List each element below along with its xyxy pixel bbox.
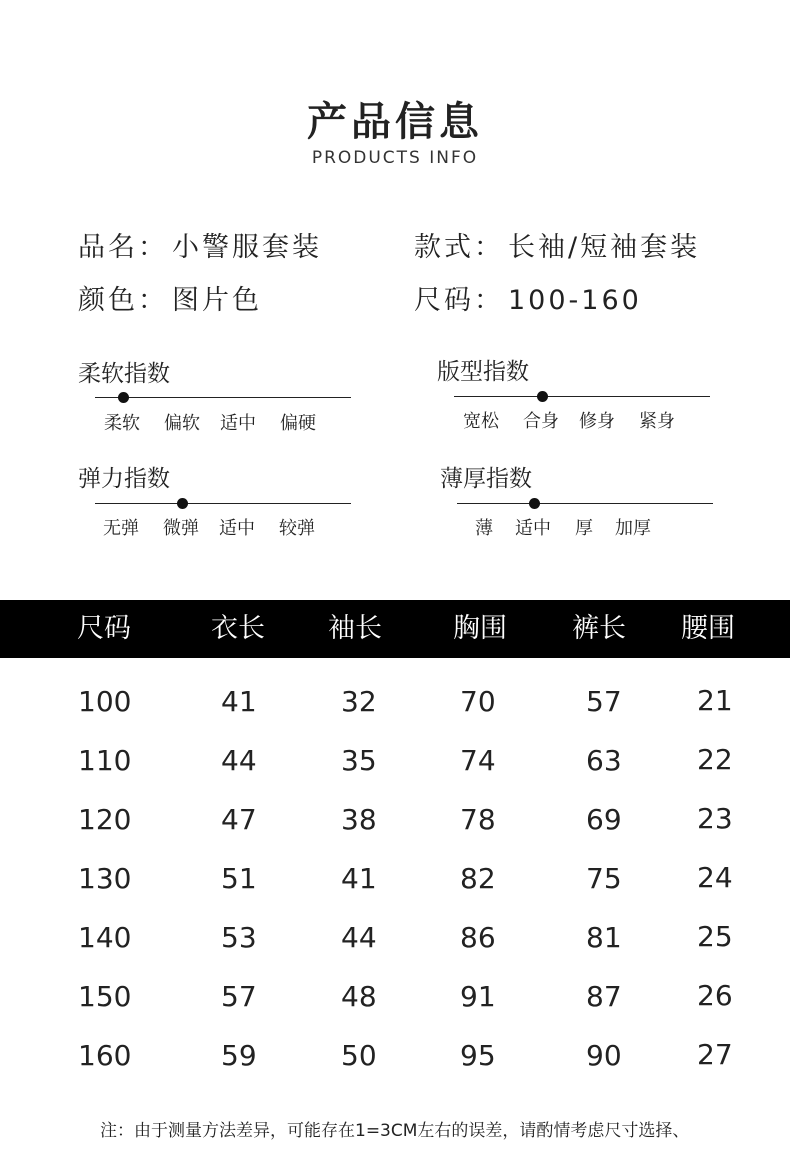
size-table-header-cell: 袖长 bbox=[328, 613, 382, 644]
table-cell: 63 bbox=[586, 744, 622, 777]
table-cell: 59 bbox=[221, 1039, 257, 1072]
table-cell: 48 bbox=[341, 980, 377, 1013]
table-cell: 24 bbox=[697, 861, 733, 894]
size-table-header-cell: 衣长 bbox=[211, 613, 265, 644]
table-cell: 95 bbox=[460, 1039, 496, 1072]
elasticity-index-title: 弹力指数 bbox=[78, 466, 170, 492]
thickness-index-title: 薄厚指数 bbox=[440, 466, 532, 492]
fit-index-marker bbox=[537, 391, 548, 402]
product-size bbox=[414, 278, 642, 317]
table-cell: 87 bbox=[586, 980, 622, 1013]
table-cell: 110 bbox=[78, 744, 132, 777]
product-size-label: 尺码： bbox=[414, 285, 504, 316]
product-style-value: 长袖/短袖套装 bbox=[508, 232, 701, 263]
softness-option: 适中 bbox=[220, 413, 256, 434]
table-cell: 150 bbox=[78, 980, 132, 1013]
table-cell: 86 bbox=[460, 921, 496, 954]
size-table-header-cell: 腰围 bbox=[681, 613, 735, 644]
product-color-label: 颜色： bbox=[78, 285, 168, 316]
table-cell: 25 bbox=[697, 920, 733, 953]
product-color bbox=[78, 278, 262, 317]
table-cell: 70 bbox=[460, 685, 496, 718]
size-table-header-cell: 尺码 bbox=[77, 613, 131, 644]
table-cell: 44 bbox=[221, 744, 257, 777]
softness-index-line bbox=[95, 397, 351, 398]
table-cell: 23 bbox=[697, 802, 733, 835]
page-subtitle: PRODUCTS INFO bbox=[311, 148, 479, 168]
table-cell: 38 bbox=[341, 803, 377, 836]
page-title: 产品信息 bbox=[307, 99, 483, 145]
table-cell: 35 bbox=[341, 744, 377, 777]
thickness-index-marker bbox=[529, 498, 540, 509]
table-cell: 21 bbox=[697, 684, 733, 717]
table-cell: 140 bbox=[78, 921, 132, 954]
table-cell: 51 bbox=[221, 862, 257, 895]
thickness-option: 适中 bbox=[515, 518, 551, 539]
table-cell: 27 bbox=[697, 1038, 733, 1071]
fit-option: 合身 bbox=[523, 411, 559, 432]
size-table-header-cell: 胸围 bbox=[453, 613, 507, 644]
softness-option: 偏软 bbox=[164, 413, 200, 434]
product-name bbox=[78, 225, 322, 264]
table-cell: 160 bbox=[78, 1039, 132, 1072]
table-cell: 50 bbox=[341, 1039, 377, 1072]
fit-index-title: 版型指数 bbox=[437, 359, 529, 385]
table-cell: 75 bbox=[586, 862, 622, 895]
size-table-header-cell: 裤长 bbox=[572, 613, 626, 644]
table-cell: 130 bbox=[78, 862, 132, 895]
table-cell: 69 bbox=[586, 803, 622, 836]
product-name-value: 小警服套装 bbox=[172, 232, 322, 263]
fit-option: 紧身 bbox=[639, 411, 675, 432]
elasticity-option: 微弹 bbox=[163, 518, 199, 539]
softness-index-marker bbox=[118, 392, 129, 403]
table-cell: 78 bbox=[460, 803, 496, 836]
table-cell: 57 bbox=[586, 685, 622, 718]
table-cell: 32 bbox=[341, 685, 377, 718]
fit-option: 修身 bbox=[579, 411, 615, 432]
table-cell: 57 bbox=[221, 980, 257, 1013]
product-style bbox=[414, 225, 700, 264]
thickness-option: 厚 bbox=[575, 518, 593, 539]
elasticity-option: 较弹 bbox=[279, 518, 315, 539]
product-size-value: 100-160 bbox=[508, 285, 642, 316]
thickness-option: 加厚 bbox=[615, 518, 651, 539]
table-cell: 22 bbox=[697, 743, 733, 776]
measurement-note: 注：由于测量方法差异，可能存在1=3CM左右的误差，请酌情考虑尺寸选择、 bbox=[100, 1121, 690, 1141]
table-cell: 81 bbox=[586, 921, 622, 954]
softness-option: 柔软 bbox=[104, 413, 140, 434]
table-cell: 47 bbox=[221, 803, 257, 836]
elasticity-option: 适中 bbox=[219, 518, 255, 539]
product-style-label: 款式： bbox=[414, 232, 504, 263]
elasticity-index-line bbox=[95, 503, 351, 504]
thickness-option: 薄 bbox=[475, 518, 493, 539]
fit-option: 宽松 bbox=[463, 411, 499, 432]
elasticity-option: 无弹 bbox=[103, 518, 139, 539]
table-cell: 41 bbox=[221, 685, 257, 718]
product-name-label: 品名： bbox=[78, 232, 168, 263]
table-cell: 53 bbox=[221, 921, 257, 954]
table-cell: 26 bbox=[697, 979, 733, 1012]
table-cell: 91 bbox=[460, 980, 496, 1013]
table-cell: 44 bbox=[341, 921, 377, 954]
softness-option: 偏硬 bbox=[280, 413, 316, 434]
fit-index-line bbox=[454, 396, 710, 397]
table-cell: 100 bbox=[78, 685, 132, 718]
table-cell: 82 bbox=[460, 862, 496, 895]
softness-index-title: 柔软指数 bbox=[78, 361, 170, 387]
table-cell: 120 bbox=[78, 803, 132, 836]
product-color-value: 图片色 bbox=[172, 285, 262, 316]
elasticity-index-marker bbox=[177, 498, 188, 509]
table-cell: 41 bbox=[341, 862, 377, 895]
table-cell: 74 bbox=[460, 744, 496, 777]
table-cell: 90 bbox=[586, 1039, 622, 1072]
thickness-index-line bbox=[457, 503, 713, 504]
